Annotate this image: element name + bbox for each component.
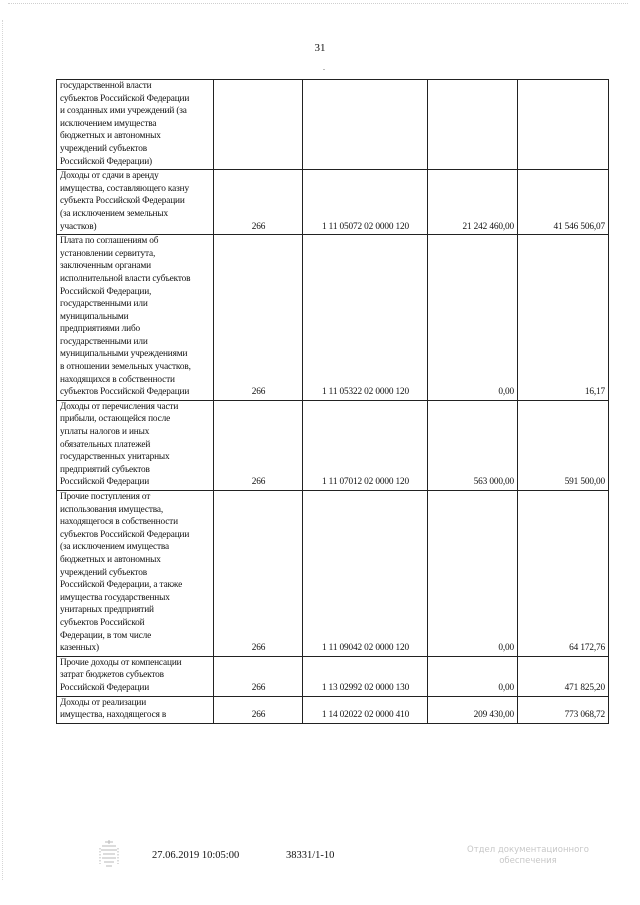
budget-code-cell: 1 14 02022 02 0000 410: [303, 696, 428, 723]
plan-amount-cell: 0,00: [428, 656, 518, 696]
income-name-line: Российской Федерации,: [60, 286, 152, 297]
income-name-line: Доходы от сдачи в аренду: [60, 171, 159, 182]
fact-amount-cell: 773 068,72: [518, 696, 609, 723]
income-name-cell: [57, 170, 214, 235]
income-name-line: заключенным органами: [60, 261, 151, 272]
table-row: [57, 696, 609, 723]
income-name-line: государственными или: [60, 299, 148, 310]
income-name-line: находящегося в собственности: [60, 517, 178, 528]
income-name-line: использования имущества,: [60, 504, 164, 515]
income-name-line: субъекта Российской Федерации: [60, 196, 185, 207]
income-name-line: в отношении земельных участков,: [60, 362, 191, 373]
income-name-line: муниципальными: [60, 311, 129, 322]
table-row: [57, 235, 609, 401]
income-name-line: Российской Федерации): [60, 156, 152, 167]
ornament-stamp-icon: [96, 838, 122, 873]
income-name-line: исключением имущества: [60, 118, 157, 129]
footer-doc-number: 38331/1-10: [286, 850, 335, 861]
table-row: [57, 656, 609, 696]
plan-amount-cell: 209 430,00: [428, 696, 518, 723]
admin-code-cell: 266: [214, 491, 303, 657]
income-name-line: Доходы от реализации: [60, 697, 147, 708]
income-table: [56, 79, 609, 724]
income-name-line: муниципальными учреждениями: [60, 349, 188, 360]
income-name-cell: [57, 80, 214, 170]
income-name-line: имущества государственных: [60, 592, 170, 603]
admin-code-cell: 266: [214, 696, 303, 723]
admin-code-cell: 266: [214, 400, 303, 490]
income-name-line: учреждений субъектов: [60, 567, 147, 578]
income-name-line: уплаты налогов и иных: [60, 427, 150, 438]
budget-code-cell: 1 11 09042 02 0000 120: [303, 491, 428, 657]
income-name-line: казенных): [60, 643, 99, 654]
income-name-line: (за исключением имущества: [60, 542, 170, 553]
income-name-line: и созданных ими учреждений (за: [60, 106, 187, 117]
budget-code-cell: 1 11 05072 02 0000 120: [303, 170, 428, 235]
fact-amount-cell: 16,17: [518, 235, 609, 401]
plan-amount-cell: 0,00: [428, 491, 518, 657]
fact-amount-cell: [518, 80, 609, 170]
income-name-line: обязательных платежей: [60, 439, 151, 450]
scan-edge-top: [8, 3, 628, 5]
income-name-line: Прочие поступления от: [60, 492, 151, 502]
budget-code-cell: 1 11 05322 02 0000 120: [303, 235, 428, 401]
income-name-line: предприятиями либо: [60, 324, 141, 335]
plan-amount-cell: 0,00: [428, 235, 518, 401]
income-name-line: Федерации, в том числе: [60, 630, 152, 641]
admin-code-cell: 266: [214, 170, 303, 235]
income-name-line: государственных унитарных: [60, 452, 170, 463]
income-name-line: Российской Федерации: [60, 477, 150, 488]
table-row: [57, 400, 609, 490]
admin-code-cell: 266: [214, 656, 303, 696]
plan-amount-cell: 21 242 460,00: [428, 170, 518, 235]
income-name-line: имущества, составляющего казну: [60, 183, 189, 194]
income-name-line: (за исключением земельных: [60, 208, 168, 219]
income-name-line: Плата по соглашениям об: [60, 236, 159, 247]
budget-code-cell: [303, 80, 428, 170]
income-name-line: участков): [60, 221, 97, 232]
table-row: [57, 80, 609, 170]
budget-code-cell: 1 11 07012 02 0000 120: [303, 400, 428, 490]
watermark-text: Отдел документационного обеспечения: [467, 845, 589, 866]
page-number: 31: [314, 42, 326, 54]
fact-amount-cell: 64 172,76: [518, 491, 609, 657]
scan-speck: [323, 69, 325, 70]
plan-amount-cell: 563 000,00: [428, 400, 518, 490]
income-name-line: государственными или: [60, 336, 148, 347]
income-name-line: Российской Федерации, а также: [60, 580, 183, 591]
fact-amount-cell: 591 500,00: [518, 400, 609, 490]
income-name-line: субъектов Российской Федерации: [60, 529, 190, 540]
income-name-line: субъектов Российской Федерации: [60, 387, 190, 398]
table-row: [57, 170, 609, 235]
income-name-line: унитарных предприятий: [60, 605, 154, 616]
admin-code-cell: 266: [214, 235, 303, 401]
income-name-line: бюджетных и автономных: [60, 554, 161, 565]
income-name-cell: [57, 235, 214, 401]
footer-date: 27.06.2019 10:05:00: [152, 850, 240, 861]
income-name-cell: [57, 400, 214, 490]
income-name-line: предприятий субъектов: [60, 464, 150, 475]
income-name-line: субъектов Российской: [60, 617, 145, 628]
scan-edge-left: [2, 20, 4, 880]
table-row: [57, 491, 609, 657]
income-name-cell: [57, 696, 214, 723]
admin-code-cell: [214, 80, 303, 170]
income-name-line: учреждений субъектов: [60, 143, 147, 154]
income-name-line: имущества, находящегося в: [60, 710, 167, 721]
plan-amount-cell: [428, 80, 518, 170]
income-name-cell: [57, 656, 214, 696]
income-name-line: государственной власти: [60, 81, 152, 91]
income-name-line: прибыли, остающейся после: [60, 414, 171, 425]
income-name-line: Доходы от перечисления части: [60, 401, 179, 412]
income-name-line: установлении сервитута,: [60, 248, 156, 259]
income-name-line: затрат бюджетов субъектов: [60, 670, 164, 681]
budget-code-cell: 1 13 02992 02 0000 130: [303, 656, 428, 696]
income-name-line: Российской Федерации: [60, 682, 150, 693]
fact-amount-cell: 471 825,20: [518, 656, 609, 696]
income-name-line: бюджетных и автономных: [60, 131, 161, 142]
income-name-line: находящихся в собственности: [60, 374, 175, 385]
income-name-line: Прочие доходы от компенсации: [60, 657, 182, 668]
income-name-cell: [57, 491, 214, 657]
income-name-line: исполнительной власти субъектов: [60, 273, 191, 284]
income-name-line: субъектов Российской Федерации: [60, 93, 190, 104]
fact-amount-cell: 41 546 506,07: [518, 170, 609, 235]
